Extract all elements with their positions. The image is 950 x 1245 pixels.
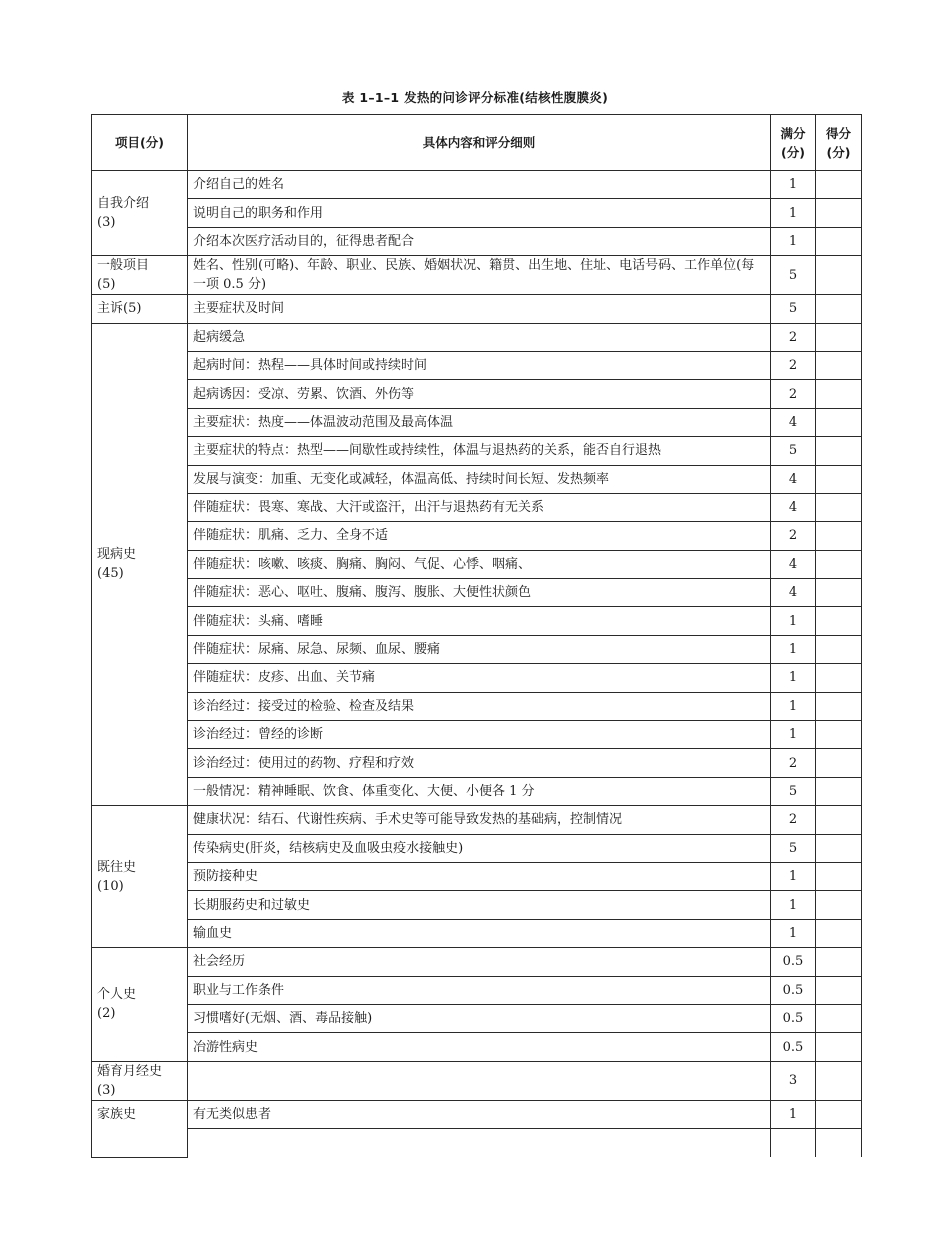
header-detail: 具体内容和评分细则 xyxy=(188,115,771,171)
detail-cell: 起病时间：热程——具体时间或持续时间 xyxy=(188,351,771,379)
header-full-score: 满分 (分) xyxy=(771,115,816,171)
full-score-cell: 1 xyxy=(771,721,816,749)
detail-cell: 习惯嗜好(无烟、酒、毒品接触) xyxy=(188,1004,771,1032)
earned-score-cell[interactable] xyxy=(816,199,862,227)
category-cell xyxy=(92,1100,188,1157)
earned-score-cell[interactable] xyxy=(816,1061,862,1100)
full-score-cell: 1 xyxy=(771,919,816,947)
earned-score-cell[interactable] xyxy=(816,1100,862,1128)
table-row xyxy=(92,579,862,607)
detail-cell: 伴随症状：尿痛、尿急、尿频、血尿、腰痛 xyxy=(188,635,771,663)
full-score-cell: 5 xyxy=(771,437,816,465)
table-row xyxy=(92,1061,862,1100)
full-score-cell: 1 xyxy=(771,862,816,890)
earned-score-cell[interactable] xyxy=(816,465,862,493)
earned-score-cell[interactable] xyxy=(816,1033,862,1061)
category-cell xyxy=(92,171,188,256)
category-cell xyxy=(92,948,188,1062)
detail-cell: 输血史 xyxy=(188,919,771,947)
detail-cell: 发展与演变：加重、无变化或减轻，体温高低、持续时间长短、发热频率 xyxy=(188,465,771,493)
earned-score-cell[interactable] xyxy=(816,976,862,1004)
full-score-cell: 4 xyxy=(771,550,816,578)
earned-score-cell[interactable] xyxy=(816,862,862,890)
table-row xyxy=(92,806,862,834)
table-row xyxy=(92,607,862,635)
table-row xyxy=(92,465,862,493)
detail-cell: 起病诱因：受凉、劳累、饮酒、外伤等 xyxy=(188,380,771,408)
detail-cell: 职业与工作条件 xyxy=(188,976,771,1004)
detail-cell: 主要症状的特点：热型——间歇性或持续性，体温与退热药的关系，能否自行退热 xyxy=(188,437,771,465)
full-score-cell: 5 xyxy=(771,777,816,805)
detail-cell xyxy=(188,1061,771,1100)
full-score-cell: 2 xyxy=(771,380,816,408)
earned-score-cell[interactable] xyxy=(816,948,862,976)
full-score-cell: 1 xyxy=(771,891,816,919)
earned-score-cell[interactable] xyxy=(816,607,862,635)
detail-cell: 传染病史(肝炎，结核病史及血吸虫疫水接触史) xyxy=(188,834,771,862)
earned-score-cell[interactable] xyxy=(816,777,862,805)
detail-cell: 主要症状：热度——体温波动范围及最高体温 xyxy=(188,408,771,436)
earned-score-cell[interactable] xyxy=(816,664,862,692)
category-points: (2) xyxy=(97,1006,116,1022)
earned-score-cell[interactable] xyxy=(816,256,862,295)
category-points: (45) xyxy=(97,566,124,582)
full-score-cell: 4 xyxy=(771,579,816,607)
category-cell xyxy=(92,256,188,295)
earned-score-cell[interactable] xyxy=(816,891,862,919)
table-row xyxy=(92,295,862,323)
table-row xyxy=(92,351,862,379)
table-row xyxy=(92,493,862,521)
full-score-cell: 1 xyxy=(771,227,816,255)
full-score-cell: 5 xyxy=(771,295,816,323)
full-score-cell: 4 xyxy=(771,493,816,521)
earned-score-cell[interactable] xyxy=(816,721,862,749)
full-score-cell: 2 xyxy=(771,323,816,351)
detail-cell: 有无类似患者 xyxy=(188,1100,771,1128)
earned-score-cell[interactable] xyxy=(816,437,862,465)
category-name: 既往史 xyxy=(97,859,137,875)
detail-cell: 伴随症状：畏寒、寒战、大汗或盗汗，出汗与退热药有无关系 xyxy=(188,493,771,521)
full-score-cell: 0.5 xyxy=(771,976,816,1004)
earned-score-cell[interactable] xyxy=(816,806,862,834)
earned-score-cell[interactable] xyxy=(816,522,862,550)
detail-cell: 说明自己的职务和作用 xyxy=(188,199,771,227)
category-name: 现病史 xyxy=(97,547,137,563)
table-row xyxy=(92,664,862,692)
full-score-cell: 1 xyxy=(771,607,816,635)
table-row xyxy=(92,777,862,805)
full-score-cell: 5 xyxy=(771,256,816,295)
category-points: (3) xyxy=(97,1082,116,1098)
table-caption: 表 1–1–1 发热的问诊评分标准(结核性腹膜炎) xyxy=(341,90,609,105)
full-score-cell: 2 xyxy=(771,749,816,777)
full-score-cell: 1 xyxy=(771,664,816,692)
category-points: (5) xyxy=(97,277,116,293)
detail-cell: 伴随症状：恶心、呕吐、腹痛、腹泻、腹胀、大便性状颜色 xyxy=(188,579,771,607)
category-name: 主诉(5) xyxy=(97,301,142,317)
earned-score-cell[interactable] xyxy=(816,380,862,408)
full-score-cell: 2 xyxy=(771,351,816,379)
category-cell xyxy=(92,806,188,948)
category-cell xyxy=(92,1061,188,1100)
detail-cell: 姓名、性别(可略)、年龄、职业、民族、婚姻状况、籍贯、出生地、住址、电话号码、工作单位(每一项 0.5 分) xyxy=(188,256,771,295)
detail-cell: 冶游性病史 xyxy=(188,1033,771,1061)
detail-cell xyxy=(188,1129,771,1157)
detail-cell: 一般情况：精神睡眠、饮食、体重变化、大便、小便各 1 分 xyxy=(188,777,771,805)
full-score-cell: 1 xyxy=(771,171,816,199)
full-score-cell: 4 xyxy=(771,408,816,436)
table-row xyxy=(92,976,862,1004)
full-score-cell: 0.5 xyxy=(771,1033,816,1061)
earned-score-cell[interactable] xyxy=(816,171,862,199)
full-score-cell: 1 xyxy=(771,199,816,227)
earned-score-cell[interactable] xyxy=(816,351,862,379)
earned-score-cell[interactable] xyxy=(816,635,862,663)
full-score-cell xyxy=(771,1129,816,1157)
table-row xyxy=(92,834,862,862)
table-row xyxy=(92,550,862,578)
detail-cell: 介绍本次医疗活动目的，征得患者配合 xyxy=(188,227,771,255)
table-row xyxy=(92,199,862,227)
table-row xyxy=(92,256,862,295)
category-points: (3) xyxy=(97,215,116,231)
table-row xyxy=(92,1100,862,1128)
category-name: 婚育月经史 xyxy=(97,1063,163,1079)
category-cell xyxy=(92,295,188,323)
table-row xyxy=(92,522,862,550)
table-row xyxy=(92,948,862,976)
earned-score-cell[interactable] xyxy=(816,749,862,777)
full-score-cell: 1 xyxy=(771,635,816,663)
header-got-score: 得分 (分) xyxy=(816,115,862,171)
full-score-cell: 4 xyxy=(771,465,816,493)
category-points: (10) xyxy=(97,878,124,894)
table-row xyxy=(92,1033,862,1061)
earned-score-cell[interactable] xyxy=(816,1004,862,1032)
detail-cell: 伴随症状：头痛、嗜睡 xyxy=(188,607,771,635)
detail-cell: 长期服药史和过敏史 xyxy=(188,891,771,919)
detail-cell: 诊治经过：接受过的检验、检查及结果 xyxy=(188,692,771,720)
earned-score-cell[interactable] xyxy=(816,919,862,947)
full-score-cell: 5 xyxy=(771,834,816,862)
header-item: 项目(分) xyxy=(92,115,188,171)
table-row xyxy=(92,408,862,436)
full-score-cell: 2 xyxy=(771,522,816,550)
table-row xyxy=(92,437,862,465)
full-score-cell: 1 xyxy=(771,1100,816,1128)
detail-cell: 伴随症状：皮疹、出血、关节痛 xyxy=(188,664,771,692)
earned-score-cell[interactable] xyxy=(816,834,862,862)
table-row xyxy=(92,721,862,749)
table-row xyxy=(92,323,862,351)
detail-cell: 伴随症状：咳嗽、咳痰、胸痛、胸闷、气促、心悸、咽痛、 xyxy=(188,550,771,578)
table-header-row xyxy=(92,115,862,171)
earned-score-cell[interactable] xyxy=(816,579,862,607)
earned-score-cell[interactable] xyxy=(816,1129,862,1157)
full-score-cell: 0.5 xyxy=(771,1004,816,1032)
earned-score-cell[interactable] xyxy=(816,227,862,255)
detail-cell: 社会经历 xyxy=(188,948,771,976)
table-row xyxy=(92,862,862,890)
table-row xyxy=(92,171,862,199)
category-cell xyxy=(92,323,188,806)
earned-score-cell[interactable] xyxy=(816,295,862,323)
table-row xyxy=(92,1004,862,1032)
full-score-cell: 1 xyxy=(771,692,816,720)
detail-cell: 主要症状及时间 xyxy=(188,295,771,323)
detail-cell: 健康状况：结石、代谢性疾病、手术史等可能导致发热的基础病，控制情况 xyxy=(188,806,771,834)
table-row xyxy=(92,1129,862,1157)
earned-score-cell[interactable] xyxy=(816,323,862,351)
detail-cell: 预防接种史 xyxy=(188,862,771,890)
category-name: 一般项目 xyxy=(97,258,150,274)
scoring-table xyxy=(91,114,862,1158)
table-row xyxy=(92,749,862,777)
detail-cell: 诊治经过：使用过的药物、疗程和疗效 xyxy=(188,749,771,777)
category-name: 家族史 xyxy=(97,1106,137,1122)
earned-score-cell[interactable] xyxy=(816,692,862,720)
table-row xyxy=(92,919,862,947)
earned-score-cell[interactable] xyxy=(816,550,862,578)
full-score-cell: 0.5 xyxy=(771,948,816,976)
table-row xyxy=(92,891,862,919)
detail-cell: 介绍自己的姓名 xyxy=(188,171,771,199)
full-score-cell: 3 xyxy=(771,1061,816,1100)
table-row xyxy=(92,380,862,408)
earned-score-cell[interactable] xyxy=(816,493,862,521)
table-row xyxy=(92,227,862,255)
table-body xyxy=(92,171,862,1158)
detail-cell: 诊治经过：曾经的诊断 xyxy=(188,721,771,749)
detail-cell: 伴随症状：肌痛、乏力、全身不适 xyxy=(188,522,771,550)
category-name: 自我介绍 xyxy=(97,196,150,212)
table-row xyxy=(92,635,862,663)
earned-score-cell[interactable] xyxy=(816,408,862,436)
category-name: 个人史 xyxy=(97,987,137,1003)
full-score-cell: 2 xyxy=(771,806,816,834)
table-row xyxy=(92,692,862,720)
detail-cell: 起病缓急 xyxy=(188,323,771,351)
